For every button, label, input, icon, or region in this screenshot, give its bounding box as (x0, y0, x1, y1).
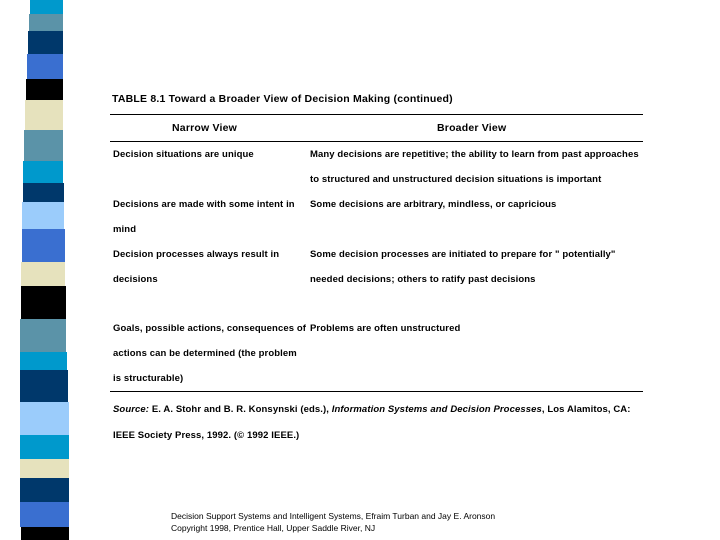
table-row (310, 198, 650, 211)
source-text-a: E. A. Stohr and B. R. Konsynski (eds.), (149, 404, 332, 415)
cell-line: Some decisions are arbitrary, mindless, or capricious (310, 199, 557, 210)
cell-line: needed decisions; others to ratify past decisions (310, 274, 536, 285)
footer-credit-line-1: Decision Support Systems and Intelligent Systems, Efraim Turban and Jay E. Aronson (171, 511, 496, 521)
cell-line: Decision processes always result in (113, 249, 280, 260)
cell-line: Many decisions are repetitive; the ability to learn from past approaches (310, 149, 639, 160)
cell-line: actions can be determined (the problem (113, 348, 297, 359)
column-header-narrow-view: Narrow View (172, 122, 238, 134)
table-row (113, 148, 309, 161)
cell-line: mind (113, 224, 137, 235)
table-rule-top (110, 114, 643, 115)
source-note-line-2: IEEE Society Press, 1992. (© 1992 IEEE.) (113, 430, 300, 441)
cell-line: decisions (113, 274, 158, 285)
table-row (113, 322, 309, 385)
table-row (113, 248, 309, 286)
cell-line: Problems are often unstructured (310, 323, 461, 334)
cell-line: Decisions are made with some intent in (113, 199, 295, 210)
table-source-note (113, 397, 653, 449)
cell-line: is structurable) (113, 373, 184, 384)
cell-line: to structured and unstructured decision situations is important (310, 174, 602, 185)
cell-line: Goals, possible actions, consequences of (113, 323, 306, 334)
table-rule-source (110, 391, 643, 392)
table-row (310, 148, 650, 186)
source-label: Source: (113, 404, 150, 415)
source-title-italic: Information Systems and Decision Processes (331, 404, 542, 415)
source-text-b: , Los Alamitos, CA: (541, 404, 631, 415)
source-note-line-1 (113, 397, 653, 423)
column-header-broader-view: Broader View (437, 122, 507, 134)
footer-credit (171, 511, 495, 534)
table-row (113, 198, 309, 236)
table-rule-header (110, 141, 643, 142)
table-title: TABLE 8.1 Toward a Broader View of Decision Making (continued) (112, 93, 453, 105)
cell-line: Decision situations are unique (113, 149, 254, 160)
table-row (310, 248, 650, 286)
table-row (310, 322, 650, 335)
footer-credit-line-2: Copyright 1998, Prentice Hall, Upper Saddle River, NJ (171, 522, 376, 533)
cell-line: Some decision processes are initiated to prepare for " potentially" (310, 249, 616, 260)
